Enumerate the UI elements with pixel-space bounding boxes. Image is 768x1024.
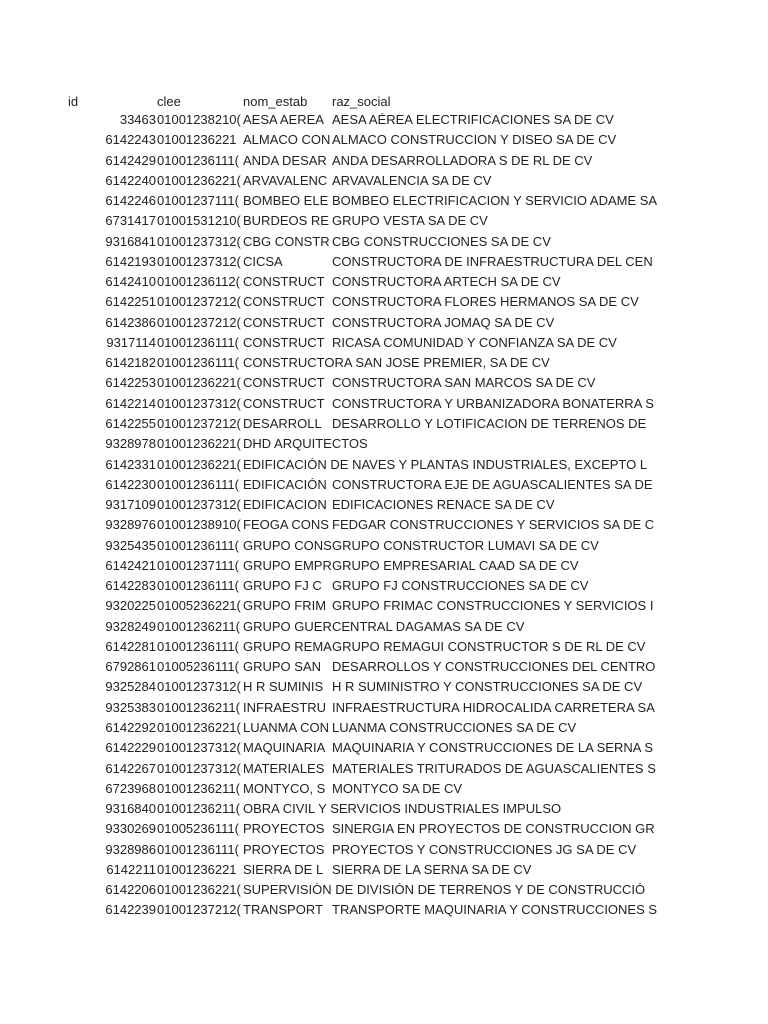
- cell-nom-estab: MAQUINARIA: [243, 741, 326, 756]
- cell-raz-social: EDIFICACIONES RENACE SA DE CV: [332, 498, 555, 513]
- cell-id: 6142253: [105, 376, 156, 391]
- cell-raz-social: GRUPO FRIMAC CONSTRUCCIONES Y SERVICIOS I: [332, 599, 654, 614]
- table-row: [0, 498, 768, 518]
- cell-nom-estab: GRUPO REMA: [243, 639, 332, 654]
- cell-raz-social: GRUPO VESTA SA DE CV: [332, 214, 488, 229]
- cell-raz-social: INFRAESTRUCTURA HIDROCALIDA CARRETERA SA: [332, 700, 655, 715]
- cell-clee: 01001236111(: [157, 639, 239, 654]
- table-row: [0, 518, 768, 538]
- cell-clee: 01001236111(: [157, 477, 239, 492]
- table-row: [0, 214, 768, 234]
- cell-raz-social: MAQUINARIA Y CONSTRUCCIONES DE LA SERNA S: [332, 741, 653, 756]
- table-row: [0, 235, 768, 255]
- cell-id: 9328976: [105, 518, 156, 533]
- cell-clee: 01005236111(: [157, 822, 239, 837]
- cell-nom-estab: INFRAESTRU: [243, 700, 327, 715]
- cell-raz-social: CONSTRUCTORA ARTECH SA DE CV: [332, 275, 561, 290]
- cell-nom-estab: DESARROLL: [243, 416, 322, 431]
- table-row: [0, 802, 768, 822]
- table-row: [0, 356, 768, 376]
- header-raz-social: raz_social: [332, 95, 391, 109]
- cell-clee: 01001236221(: [157, 376, 241, 391]
- cell-nom-estab: MONTYCO, S: [243, 781, 326, 796]
- cell-clee: 01001238910(: [157, 518, 241, 533]
- cell-raz-social: SIERRA DE LA SERNA SA DE CV: [332, 862, 532, 877]
- cell-raz-social: MONTYCO SA DE CV: [332, 781, 463, 796]
- cell-id: 6142421: [105, 558, 156, 573]
- cell-nom-estab: EDIFICACION: [243, 498, 327, 513]
- cell-clee: 01001237212(: [157, 903, 241, 918]
- cell-nom-estab: CONSTRUCT: [243, 396, 325, 411]
- cell-id: 9317114: [106, 335, 156, 350]
- cell-clee: 01001236211(: [157, 619, 240, 634]
- cell-clee: 01001531210(: [157, 214, 241, 229]
- cell-id: 6142211: [106, 862, 156, 877]
- cell-id: 33463: [119, 113, 156, 127]
- cell-raz-social: LUANMA CONSTRUCCIONES SA DE CV: [332, 720, 577, 735]
- cell-nom-estab: BOMBEO ELE: [243, 194, 329, 209]
- cell-clee: 01001237312(: [157, 234, 241, 249]
- cell-nom-estab: OBRA CIVIL Y SERVICIOS INDUSTRIALES IMPULSO: [243, 802, 562, 817]
- cell-raz-social: GRUPO EMPRESARIAL CAAD SA DE CV: [332, 558, 579, 573]
- cell-clee: 01001237312(: [157, 680, 241, 695]
- cell-id: 9325435: [105, 538, 156, 553]
- cell-raz-social: GRUPO REMAGUI CONSTRUCTOR S DE RL DE CV: [332, 639, 646, 654]
- table-row: [0, 437, 768, 457]
- cell-raz-social: AESA AÉREA ELECTRIFICACIONES SA DE CV: [332, 113, 614, 127]
- cell-raz-social: PROYECTOS Y CONSTRUCCIONES JG SA DE CV: [332, 842, 637, 857]
- header-row: [0, 95, 768, 113]
- cell-raz-social: ANDA DESARROLLADORA S DE RL DE CV: [332, 153, 593, 168]
- cell-nom-estab: LUANMA CON: [243, 720, 329, 735]
- cell-clee: 01001237212(: [157, 315, 241, 330]
- cell-id: 9328249: [105, 619, 156, 634]
- cell-clee: 01001236111(: [157, 153, 239, 168]
- cell-id: 9317109: [105, 498, 156, 513]
- cell-id: 6723968: [105, 781, 156, 796]
- cell-id: 6792861: [105, 660, 156, 675]
- cell-clee: 01001237212(: [157, 295, 241, 310]
- cell-raz-social: CONSTRUCTORA EJE DE AGUASCALIENTES SA DE: [332, 477, 653, 492]
- table-row: [0, 741, 768, 761]
- cell-raz-social: RICASA COMUNIDAD Y CONFIANZA SA DE CV: [332, 335, 617, 350]
- cell-nom-estab: CBG CONSTR: [243, 234, 330, 249]
- table-row: [0, 843, 768, 863]
- cell-clee: 01001237212(: [157, 416, 241, 431]
- cell-nom-estab: CONSTRUCT: [243, 376, 325, 391]
- cell-nom-estab: EDIFICACIÓN DE NAVES Y PLANTAS INDUSTRIALES, EXCEPTO L: [243, 457, 648, 472]
- table-row: [0, 822, 768, 842]
- table-row: [0, 903, 768, 923]
- cell-nom-estab: H R SUMINIS: [243, 680, 324, 695]
- cell-id: 9316840: [105, 802, 156, 817]
- cell-id: 6142267: [105, 761, 156, 776]
- cell-clee: 01001236221(: [157, 437, 241, 452]
- cell-nom-estab: GRUPO GUER: [243, 619, 332, 634]
- cell-id: 6142386: [105, 315, 156, 330]
- cell-nom-estab: EDIFICACIÓN: [243, 477, 327, 492]
- cell-id: 9325284: [105, 680, 156, 695]
- cell-clee: 01001237312(: [157, 741, 241, 756]
- table-row: [0, 863, 768, 883]
- cell-nom-estab: ANDA DESAR: [243, 153, 327, 168]
- cell-id: 9328978: [105, 437, 156, 452]
- cell-raz-social: MATERIALES TRITURADOS DE AGUASCALIENTES S: [332, 761, 656, 776]
- cell-id: 9320225: [105, 599, 156, 614]
- cell-clee: 01005236111(: [157, 660, 239, 675]
- cell-id: 6142281: [105, 639, 156, 654]
- cell-nom-estab: MATERIALES: [243, 761, 325, 776]
- cell-id: 6142251: [105, 295, 156, 310]
- cell-clee: 01001238210(: [157, 113, 241, 127]
- cell-id: 9325383: [105, 700, 156, 715]
- cell-clee: 01001237111(: [157, 558, 239, 573]
- cell-raz-social: TRANSPORTE MAQUINARIA Y CONSTRUCCIONES S: [332, 903, 658, 918]
- cell-nom-estab: FEOGA CONS: [243, 518, 329, 533]
- cell-clee: 01001236211(: [157, 700, 240, 715]
- cell-nom-estab: CONSTRUCT: [243, 295, 325, 310]
- table-row: [0, 458, 768, 478]
- cell-raz-social: CONSTRUCTORA DE INFRAESTRUCTURA DEL CEN: [332, 254, 653, 269]
- cell-nom-estab: GRUPO CONS: [243, 538, 332, 553]
- table-row: [0, 701, 768, 721]
- cell-id: 6142283: [105, 579, 156, 594]
- table-row: [0, 721, 768, 741]
- table-row: [0, 640, 768, 660]
- cell-raz-social: ALMACO CONSTRUCCION Y DISEO SA DE CV: [332, 133, 617, 148]
- cell-nom-estab: ALMACO CON: [243, 133, 331, 148]
- cell-nom-estab: ARVAVALENC: [243, 173, 328, 188]
- cell-clee: 01001236221(: [157, 883, 241, 898]
- cell-raz-social: BOMBEO ELECTRIFICACION Y SERVICIO ADAME SA: [332, 194, 658, 209]
- cell-clee: 01001236111(: [157, 356, 239, 371]
- cell-raz-social: GRUPO CONSTRUCTOR LUMAVI SA DE CV: [332, 538, 599, 553]
- cell-nom-estab: GRUPO FRIM: [243, 599, 327, 614]
- cell-raz-social: CONSTRUCTORA FLORES HERMANOS SA DE CV: [332, 295, 639, 310]
- cell-nom-estab: DHD ARQUITECTOS: [243, 437, 368, 452]
- cell-raz-social: CONSTRUCTORA SAN MARCOS SA DE CV: [332, 376, 596, 391]
- cell-id: 6142214: [105, 396, 156, 411]
- cell-raz-social: GRUPO FJ CONSTRUCCIONES SA DE CV: [332, 579, 589, 594]
- table-row: [0, 154, 768, 174]
- cell-id: 6142410: [105, 275, 156, 290]
- table-body: [0, 113, 768, 924]
- table-row: [0, 782, 768, 802]
- cell-clee: 01001236221(: [157, 457, 241, 472]
- table-row: [0, 417, 768, 437]
- table-row: [0, 133, 768, 153]
- cell-clee: 01001237312(: [157, 254, 241, 269]
- cell-raz-social: CONSTRUCTORA JOMAQ SA DE CV: [332, 315, 555, 330]
- cell-nom-estab: TRANSPORT: [243, 903, 323, 918]
- cell-nom-estab: CONSTRUCT: [243, 335, 325, 350]
- cell-clee: 01001237312(: [157, 498, 241, 513]
- cell-nom-estab: CICSA: [243, 254, 283, 269]
- cell-raz-social: ARVAVALENCIA SA DE CV: [332, 173, 492, 188]
- cell-raz-social: H R SUMINISTRO Y CONSTRUCCIONES SA DE CV: [332, 680, 643, 695]
- cell-nom-estab: SUPERVISIÓN DE DIVISIÓN DE TERRENOS Y DE CONSTRUCCIÓ: [243, 883, 646, 898]
- cell-id: 9316841: [105, 234, 156, 249]
- cell-id: 6142229: [105, 741, 156, 756]
- cell-raz-social: DESARROLLOS Y CONSTRUCCIONES DEL CENTRO: [332, 660, 656, 675]
- cell-raz-social: CONSTRUCTORA Y URBANIZADORA BONATERRA S: [332, 396, 654, 411]
- table-row: [0, 660, 768, 680]
- table-row: [0, 113, 768, 133]
- table-row: [0, 275, 768, 295]
- cell-clee: 01001236111(: [157, 579, 239, 594]
- cell-id: 6142230: [105, 477, 156, 492]
- cell-clee: 01001236111(: [157, 538, 239, 553]
- table-row: [0, 620, 768, 640]
- cell-id: 6142182: [105, 356, 156, 371]
- cell-id: 6142331: [105, 457, 156, 472]
- cell-id: 6731417: [105, 214, 156, 229]
- cell-clee: 01001236221: [157, 862, 237, 877]
- table-row: [0, 316, 768, 336]
- table-row: [0, 376, 768, 396]
- cell-nom-estab: GRUPO EMPR: [243, 558, 332, 573]
- cell-id: 6142292: [105, 720, 156, 735]
- table-row: [0, 336, 768, 356]
- header-id: id: [68, 95, 79, 109]
- cell-clee: 01001237111(: [157, 194, 239, 209]
- cell-nom-estab: AESA AEREA: [243, 113, 324, 127]
- cell-id: 6142206: [105, 883, 156, 898]
- cell-id: 9330269: [105, 822, 156, 837]
- table-row: [0, 762, 768, 782]
- cell-id: 6142193: [105, 254, 156, 269]
- cell-raz-social: SINERGIA EN PROYECTOS DE CONSTRUCCION GR: [332, 822, 655, 837]
- cell-clee: 01001236112(: [157, 275, 240, 290]
- table-row: [0, 680, 768, 700]
- cell-nom-estab: PROYECTOS: [243, 842, 325, 857]
- cell-nom-estab: PROYECTOS: [243, 822, 325, 837]
- cell-id: 6142246: [105, 194, 156, 209]
- spreadsheet-table: [0, 95, 768, 924]
- cell-id: 6142255: [105, 416, 156, 431]
- cell-nom-estab: CONSTRUCTORA SAN JOSE PREMIER, SA DE CV: [243, 356, 550, 371]
- cell-nom-estab: GRUPO FJ C: [243, 579, 322, 594]
- table-row: [0, 397, 768, 417]
- cell-id: 6142429: [105, 153, 156, 168]
- cell-nom-estab: GRUPO SAN: [243, 660, 322, 675]
- table-row: [0, 883, 768, 903]
- table-row: [0, 295, 768, 315]
- cell-nom-estab: CONSTRUCT: [243, 315, 325, 330]
- header-nom-estab: nom_estab: [243, 95, 308, 109]
- cell-id: 6142243: [105, 133, 156, 148]
- table-row: [0, 559, 768, 579]
- cell-clee: 01001236221(: [157, 720, 241, 735]
- cell-raz-social: CBG CONSTRUCCIONES SA DE CV: [332, 234, 551, 249]
- cell-nom-estab: CONSTRUCT: [243, 275, 325, 290]
- table-row: [0, 599, 768, 619]
- cell-clee: 01001236211(: [157, 802, 240, 817]
- cell-raz-social: CENTRAL DAGAMAS SA DE CV: [332, 619, 525, 634]
- table-row: [0, 194, 768, 214]
- cell-clee: 01001236211(: [157, 781, 240, 796]
- cell-raz-social: FEDGAR CONSTRUCCIONES Y SERVICIOS SA DE C: [332, 518, 655, 533]
- cell-clee: 01001236221(: [157, 173, 241, 188]
- cell-id: 6142239: [105, 903, 156, 918]
- cell-nom-estab: BURDEOS RE: [243, 214, 329, 229]
- table-row: [0, 539, 768, 559]
- cell-clee: 01005236221(: [157, 599, 241, 614]
- cell-id: 9328986: [105, 842, 156, 857]
- cell-raz-social: DESARROLLO Y LOTIFICACION DE TERRENOS DE: [332, 416, 647, 431]
- table-row: [0, 174, 768, 194]
- cell-id: 6142240: [105, 173, 156, 188]
- header-clee: clee: [157, 95, 181, 109]
- table-row: [0, 255, 768, 275]
- cell-nom-estab: SIERRA DE L: [243, 862, 324, 877]
- table-row: [0, 579, 768, 599]
- table-row: [0, 478, 768, 498]
- cell-clee: 01001236111(: [157, 335, 239, 350]
- cell-clee: 01001237312(: [157, 396, 241, 411]
- cell-clee: 01001236221: [157, 133, 237, 148]
- cell-clee: 01001237312(: [157, 761, 241, 776]
- cell-clee: 01001236111(: [157, 842, 239, 857]
